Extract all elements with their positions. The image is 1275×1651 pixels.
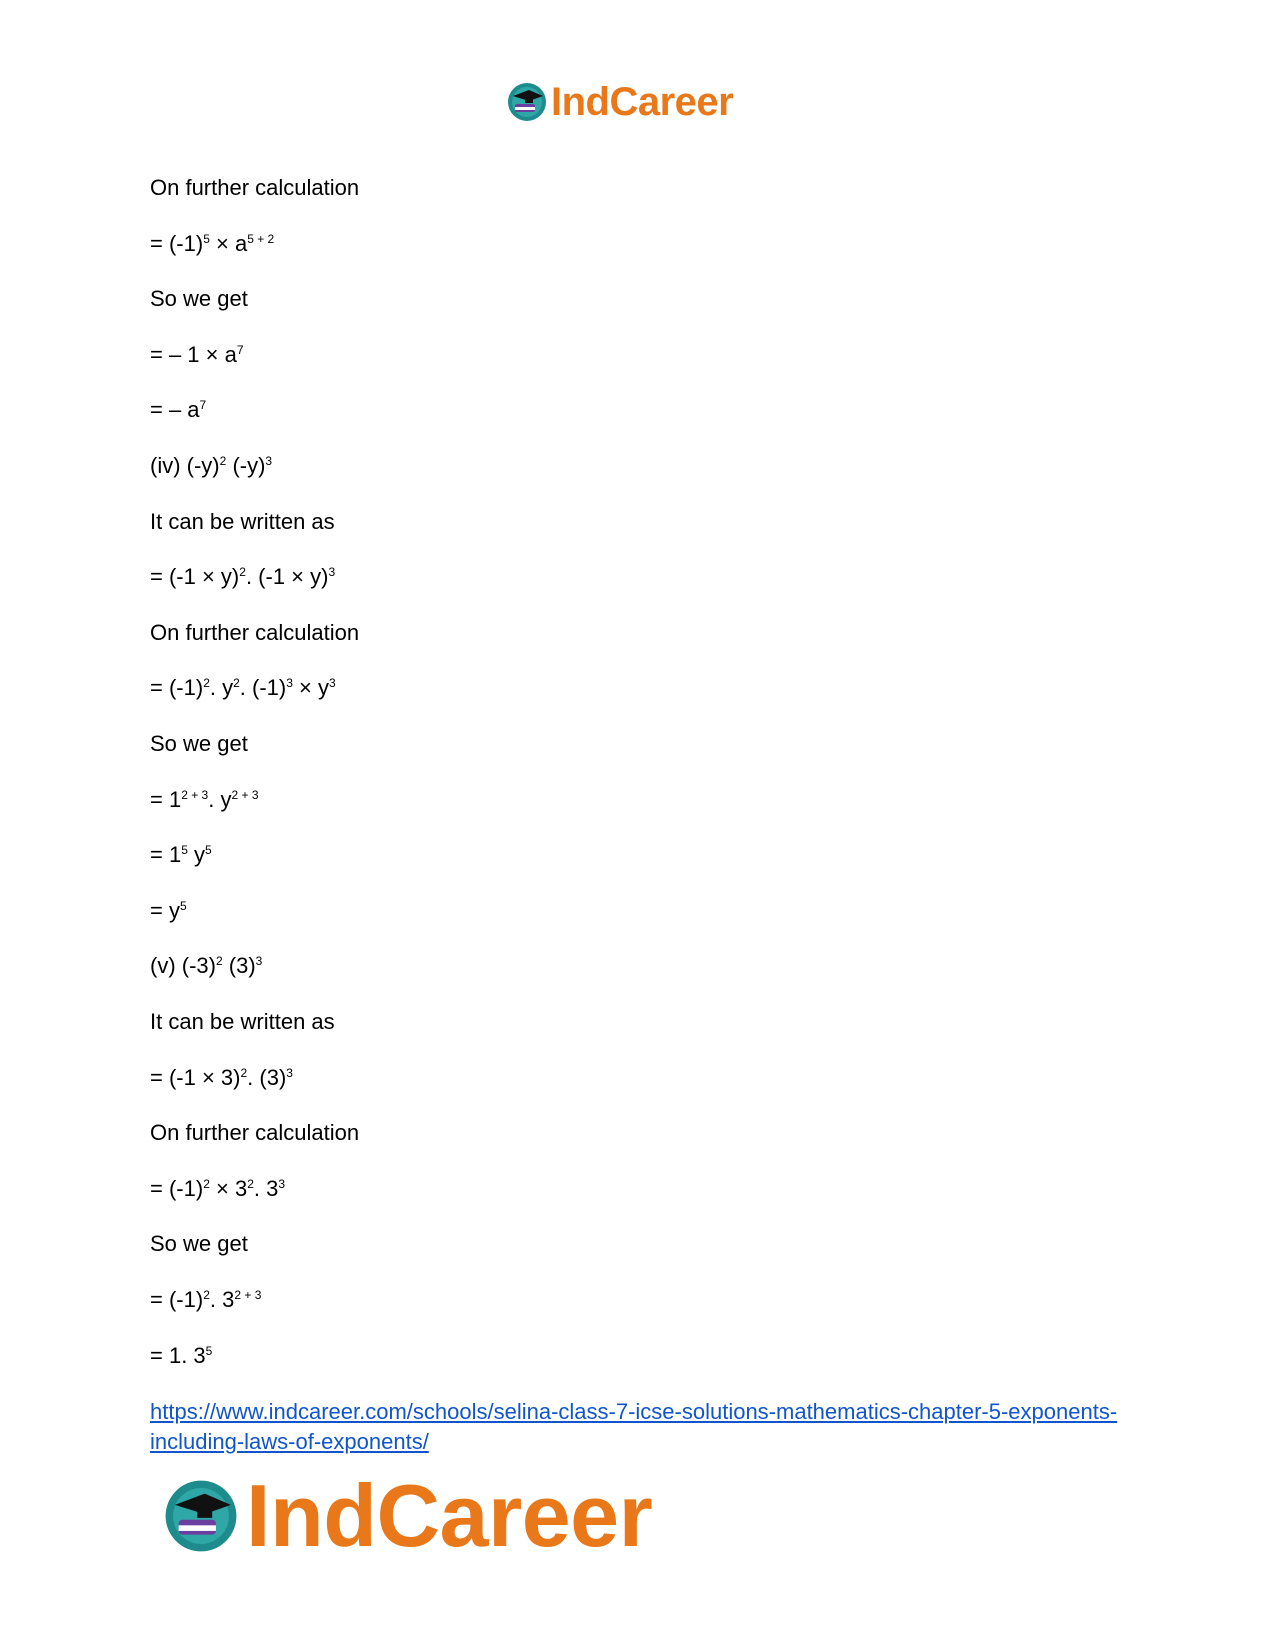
math-line: = $1^5$ $y^5$ [150,842,212,868]
exponent: 7 [236,342,244,357]
text-line: On further calculation [150,1120,360,1146]
math-line: = $(-1)^5 \times a^{5 + 2}$ [150,230,275,256]
exponent: 2 [247,1176,254,1191]
text-line: So we get [150,286,248,312]
logo-wordmark: IndCareer [551,80,734,124]
exponent: 2 [233,676,240,691]
exponent: 2 + 3 [181,787,209,802]
math-line: = $1^{2 + 3}$. $y^{2 + 3}$ [150,786,259,812]
graduation-cap-globe-icon [505,80,549,124]
exponent: 2 + 3 [234,1288,262,1302]
exponent: 3 [255,954,263,969]
exponent: 2 [215,954,223,969]
exponent: 5 [205,843,212,858]
math-line: = 1. $3^5$ [150,1342,213,1368]
source-link[interactable]: https://www.indcareer.com/schools/selina-class-7-icse-solutions-mathematics-chapter-5-exponents-including-laws-of-exponents/ [150,1399,1118,1454]
exponent: 2 [203,1288,210,1302]
exponent: 2 [219,454,227,468]
exponent: 3 [265,454,273,468]
math-line: = – $1 \times a^7$ [150,341,244,367]
math-line: = $(-1 \times 3)^2$. $(3)^3$ [150,1064,293,1090]
exponent: 3 [286,1065,293,1080]
math-line: (v) $(-3)^2$ $(3)^3$ [150,953,263,979]
math-line: = $(-1)^2 \times 3^2$. $3^3$ [150,1175,286,1201]
text-line: It can be written as [150,508,335,534]
exponent: 5 [205,1343,213,1358]
math-line: = $(-1)^2$. $y^2$. $(-1)^3 \times y^3$ [150,675,336,701]
logo-wordmark: IndCareer [246,1466,653,1565]
exponent: 2 [239,565,246,580]
exponent: 2 [240,1065,248,1080]
math-line: = – $a^7$ [150,397,207,423]
text-line: On further calculation [150,619,360,645]
graduation-cap-globe-icon [160,1475,242,1557]
exponent: 5 [203,231,210,246]
math-line: = $y^5$ [150,897,187,923]
exponent: 5 + 2 [247,231,275,246]
exponent: 2 [203,676,210,691]
math-line: = $(-1 \times y)^2$. $(-1 \times y)^3$ [150,564,336,590]
exponent: 5 [181,843,188,858]
exponent: 3 [278,1176,286,1191]
text-line: So we get [150,731,248,756]
exponent: 3 [328,565,336,580]
text-line: So we get [150,1231,248,1257]
exponent: 5 [179,898,187,913]
exponent: 3 [329,676,336,691]
math-line: (iv) $(-y)^2$ $(-y)^3$ [150,453,273,478]
text-line: It can be written as [150,1009,335,1034]
footer-logo [160,1466,653,1565]
exponent: 3 [286,676,293,691]
header-logo [505,80,733,124]
exponent: 2 [203,1176,210,1191]
math-line: = $(-1)^2$. $3^{2 + 3}$ [150,1287,262,1312]
exponent: 7 [199,398,207,413]
text-line: On further calculation [150,175,360,200]
exponent: 2 + 3 [231,787,259,802]
